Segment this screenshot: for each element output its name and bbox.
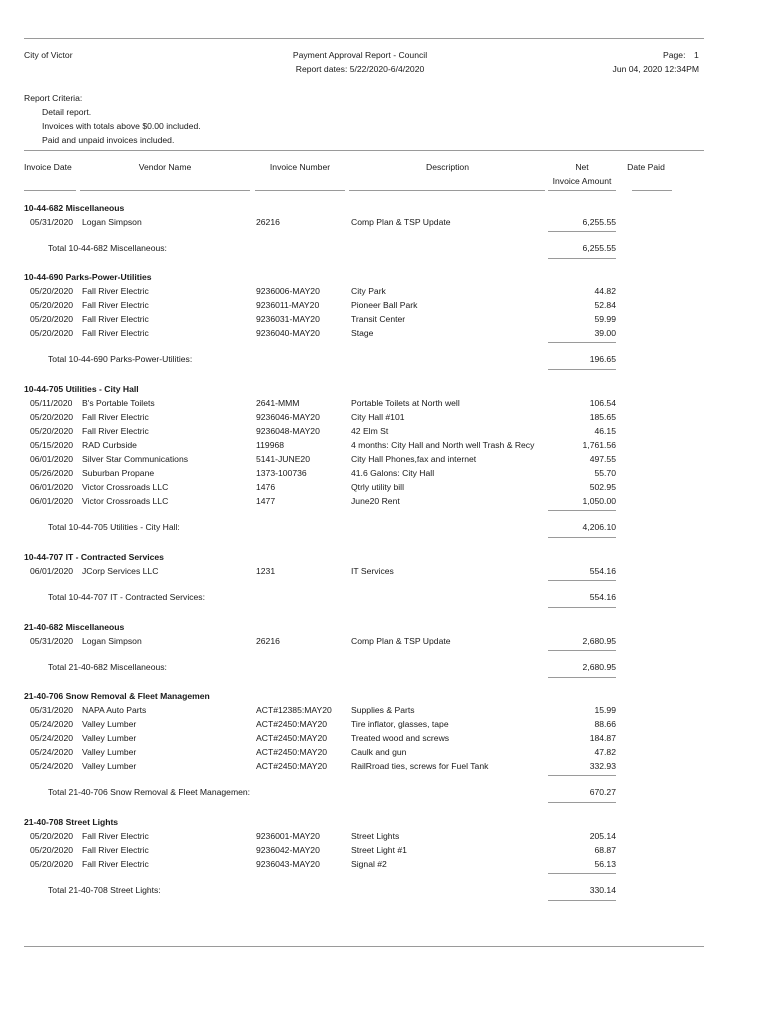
- row-description: 4 months: City Hall and North well Trash & Recy: [351, 440, 535, 450]
- row-invoice-date: 05/31/2020: [30, 705, 74, 715]
- row-invoice-number: 9236006-MAY20: [256, 286, 320, 296]
- row-invoice-date: 05/31/2020: [30, 217, 74, 227]
- row-description: Treated wood and screws: [351, 733, 450, 743]
- row-amount: 184.87: [589, 733, 616, 743]
- row-amount: 502.95: [589, 482, 616, 492]
- row-invoice-date: 06/01/2020: [30, 566, 74, 576]
- criteria-line: Invoices with totals above $0.00 included.: [42, 121, 201, 131]
- section-total-label: Total 10-44-707 IT - Contracted Services:: [48, 592, 205, 602]
- row-invoice-date: 05/20/2020: [30, 859, 74, 869]
- row-vendor: Fall River Electric: [82, 845, 149, 855]
- section-title: 10-44-707 IT - Contracted Services: [24, 552, 164, 562]
- col-invoice-date: Invoice Date: [24, 162, 72, 172]
- section-title: 10-44-682 Miscellaneous: [24, 203, 125, 213]
- section-total-amount: 670.27: [589, 787, 616, 797]
- row-invoice-number: 2641-MMM: [256, 398, 300, 408]
- row-invoice-date: 05/31/2020: [30, 636, 74, 646]
- row-description: City Park: [351, 286, 386, 296]
- row-amount: 47.82: [594, 747, 616, 757]
- col-description: Description: [426, 162, 469, 172]
- section-title: 10-44-705 Utilities - City Hall: [24, 384, 139, 394]
- row-vendor: Fall River Electric: [82, 426, 149, 436]
- row-description: RailRroad ties, screws for Fuel Tank: [351, 761, 489, 771]
- col-invoice-number: Invoice Number: [269, 162, 331, 172]
- row-invoice-number: ACT#2450:MAY20: [256, 719, 328, 729]
- row-amount: 1,761.56: [582, 440, 616, 450]
- row-vendor: Logan Simpson: [82, 636, 142, 646]
- row-description: Comp Plan & TSP Update: [351, 217, 451, 227]
- row-description: City Hall #101: [351, 412, 405, 422]
- row-vendor: Fall River Electric: [82, 300, 149, 310]
- section-title: 10-44-690 Parks-Power-Utilities: [24, 272, 152, 282]
- row-invoice-number: 5141-JUNE20: [256, 454, 310, 464]
- printed-timestamp: Jun 04, 2020 12:34PM: [612, 64, 699, 74]
- row-amount: 88.66: [594, 719, 616, 729]
- row-vendor: B's Portable Toilets: [82, 398, 155, 408]
- row-invoice-number: 26216: [256, 636, 280, 646]
- row-vendor: RAD Curbside: [82, 440, 137, 450]
- row-description: IT Services: [351, 566, 394, 576]
- row-invoice-number: 1476: [256, 482, 276, 492]
- row-description: City Hall Phones,fax and internet: [351, 454, 477, 464]
- row-invoice-date: 05/24/2020: [30, 733, 74, 743]
- row-vendor: Victor Crossroads LLC: [82, 496, 169, 506]
- row-amount: 46.15: [594, 426, 616, 436]
- row-vendor: Fall River Electric: [82, 314, 149, 324]
- row-description: 41.6 Galons: City Hall: [351, 468, 435, 478]
- section-total-label: Total 21-40-706 Snow Removal & Fleet Managemen:: [48, 787, 251, 797]
- row-amount: 39.00: [594, 328, 616, 338]
- row-invoice-date: 05/20/2020: [30, 300, 74, 310]
- row-invoice-number: ACT#12385:MAY20: [256, 705, 332, 715]
- row-vendor: NAPA Auto Parts: [82, 705, 147, 715]
- row-description: Pioneer Ball Park: [351, 300, 418, 310]
- row-invoice-number: 1373-100736: [256, 468, 307, 478]
- row-description: June20 Rent: [351, 496, 400, 506]
- row-description: Stage: [351, 328, 374, 338]
- section-title: 21-40-708 Street Lights: [24, 817, 119, 827]
- row-invoice-number: 1477: [256, 496, 276, 506]
- row-invoice-date: 05/20/2020: [30, 286, 74, 296]
- section-title: 21-40-706 Snow Removal & Fleet Managemen: [24, 691, 210, 701]
- section-total-label: Total 21-40-682 Miscellaneous:: [48, 662, 167, 672]
- row-description: Street Lights: [351, 831, 400, 841]
- page-label: Page:: [663, 50, 686, 60]
- row-invoice-number: 9236001-MAY20: [256, 831, 320, 841]
- row-amount: 106.54: [589, 398, 616, 408]
- row-invoice-number: 1231: [256, 566, 276, 576]
- row-invoice-date: 05/20/2020: [30, 831, 74, 841]
- row-vendor: Valley Lumber: [82, 719, 137, 729]
- total-rule: [548, 677, 616, 678]
- row-amount: 1,050.00: [582, 496, 616, 506]
- section-total-amount: 4,206.10: [582, 522, 616, 532]
- row-vendor: Silver Star Communications: [82, 454, 189, 464]
- section-total-label: Total 10-44-705 Utilities - City Hall:: [48, 522, 180, 532]
- row-invoice-number: ACT#2450:MAY20: [256, 747, 328, 757]
- row-invoice-date: 05/20/2020: [30, 426, 74, 436]
- row-vendor: Victor Crossroads LLC: [82, 482, 169, 492]
- subtotal-rule: [548, 231, 616, 232]
- subtotal-rule: [548, 342, 616, 343]
- row-description: Portable Toilets at North well: [351, 398, 460, 408]
- row-invoice-date: 06/01/2020: [30, 454, 74, 464]
- row-amount: 59.99: [594, 314, 616, 324]
- section-total-label: Total 10-44-682 Miscellaneous:: [48, 243, 167, 253]
- row-invoice-number: 119968: [256, 440, 285, 450]
- subtotal-rule: [548, 580, 616, 581]
- row-invoice-number: 9236048-MAY20: [256, 426, 320, 436]
- org-name: City of Victor: [24, 50, 73, 60]
- page-number: 1: [694, 50, 699, 60]
- row-invoice-date: 05/20/2020: [30, 314, 74, 324]
- subtotal-rule: [548, 775, 616, 776]
- row-vendor: Fall River Electric: [82, 328, 149, 338]
- report-title: Payment Approval Report - Council: [292, 50, 428, 60]
- total-rule: [548, 537, 616, 538]
- row-vendor: Valley Lumber: [82, 747, 137, 757]
- total-rule: [548, 900, 616, 901]
- row-description: Signal #2: [351, 859, 387, 869]
- section-total-amount: 330.14: [589, 885, 616, 895]
- section-total-label: Total 10-44-690 Parks-Power-Utilities:: [48, 354, 193, 364]
- row-amount: 44.82: [594, 286, 616, 296]
- section-total-amount: 554.16: [589, 592, 616, 602]
- section-total-amount: 196.65: [589, 354, 616, 364]
- row-amount: 52.84: [594, 300, 616, 310]
- row-description: 42 Elm St: [351, 426, 389, 436]
- row-description: Street Light #1: [351, 845, 407, 855]
- row-amount: 68.87: [594, 845, 616, 855]
- row-invoice-date: 05/24/2020: [30, 747, 74, 757]
- col-net: Net: [575, 162, 589, 172]
- row-invoice-number: 9236046-MAY20: [256, 412, 320, 422]
- col-vendor-name: Vendor Name: [138, 162, 192, 172]
- row-vendor: Valley Lumber: [82, 761, 137, 771]
- subtotal-rule: [548, 650, 616, 651]
- subtotal-rule: [548, 510, 616, 511]
- row-invoice-date: 06/01/2020: [30, 482, 74, 492]
- total-rule: [548, 802, 616, 803]
- row-amount: 185.65: [589, 412, 616, 422]
- row-amount: 6,255.55: [582, 217, 616, 227]
- subtotal-rule: [548, 873, 616, 874]
- row-description: Caulk and gun: [351, 747, 407, 757]
- row-vendor: Fall River Electric: [82, 859, 149, 869]
- row-invoice-date: 05/20/2020: [30, 328, 74, 338]
- col-invoice-amount: Invoice Amount: [552, 176, 612, 186]
- row-amount: 554.16: [589, 566, 616, 576]
- row-vendor: Logan Simpson: [82, 217, 142, 227]
- row-invoice-number: 9236042-MAY20: [256, 845, 320, 855]
- row-amount: 55.70: [594, 468, 616, 478]
- row-invoice-number: 26216: [256, 217, 280, 227]
- row-amount: 497.55: [589, 454, 616, 464]
- criteria-line: Detail report.: [42, 107, 92, 117]
- row-invoice-date: 05/20/2020: [30, 412, 74, 422]
- row-description: Supplies & Parts: [351, 705, 415, 715]
- row-invoice-date: 05/26/2020: [30, 468, 74, 478]
- row-vendor: Suburban Propane: [82, 468, 155, 478]
- row-amount: 56.13: [594, 859, 616, 869]
- row-vendor: JCorp Services LLC: [82, 566, 159, 576]
- row-vendor: Fall River Electric: [82, 831, 149, 841]
- report-dates: Report dates: 5/22/2020-6/4/2020: [295, 64, 425, 74]
- row-invoice-date: 05/15/2020: [30, 440, 74, 450]
- row-invoice-number: ACT#2450:MAY20: [256, 733, 328, 743]
- row-description: Tire inflator, glasses, tape: [351, 719, 449, 729]
- row-amount: 205.14: [589, 831, 616, 841]
- section-total-amount: 2,680.95: [582, 662, 616, 672]
- row-invoice-number: 9236043-MAY20: [256, 859, 320, 869]
- row-vendor: Fall River Electric: [82, 412, 149, 422]
- criteria-line: Paid and unpaid invoices included.: [42, 135, 175, 145]
- total-rule: [548, 369, 616, 370]
- section-total-amount: 6,255.55: [582, 243, 616, 253]
- row-invoice-number: ACT#2450:MAY20: [256, 761, 328, 771]
- row-invoice-date: 06/01/2020: [30, 496, 74, 506]
- row-vendor: Valley Lumber: [82, 733, 137, 743]
- row-description: Qtrly utility bill: [351, 482, 405, 492]
- row-invoice-date: 05/24/2020: [30, 761, 74, 771]
- row-vendor: Fall River Electric: [82, 286, 149, 296]
- row-invoice-date: 05/24/2020: [30, 719, 74, 729]
- row-description: Transit Center: [351, 314, 406, 324]
- row-amount: 2,680.95: [582, 636, 616, 646]
- total-rule: [548, 258, 616, 259]
- section-title: 21-40-682 Miscellaneous: [24, 622, 125, 632]
- criteria-title: Report Criteria:: [24, 93, 83, 103]
- row-invoice-date: 05/20/2020: [30, 845, 74, 855]
- row-invoice-date: 05/11/2020: [30, 398, 73, 408]
- bottom-rule: [24, 946, 704, 947]
- row-invoice-number: 9236040-MAY20: [256, 328, 320, 338]
- row-amount: 332.93: [589, 761, 616, 771]
- row-description: Comp Plan & TSP Update: [351, 636, 451, 646]
- row-amount: 15.99: [594, 705, 616, 715]
- row-invoice-number: 9236031-MAY20: [256, 314, 320, 324]
- total-rule: [548, 607, 616, 608]
- section-total-label: Total 21-40-708 Street Lights:: [48, 885, 161, 895]
- col-date-paid: Date Paid: [627, 162, 665, 172]
- row-invoice-number: 9236011-MAY20: [256, 300, 320, 310]
